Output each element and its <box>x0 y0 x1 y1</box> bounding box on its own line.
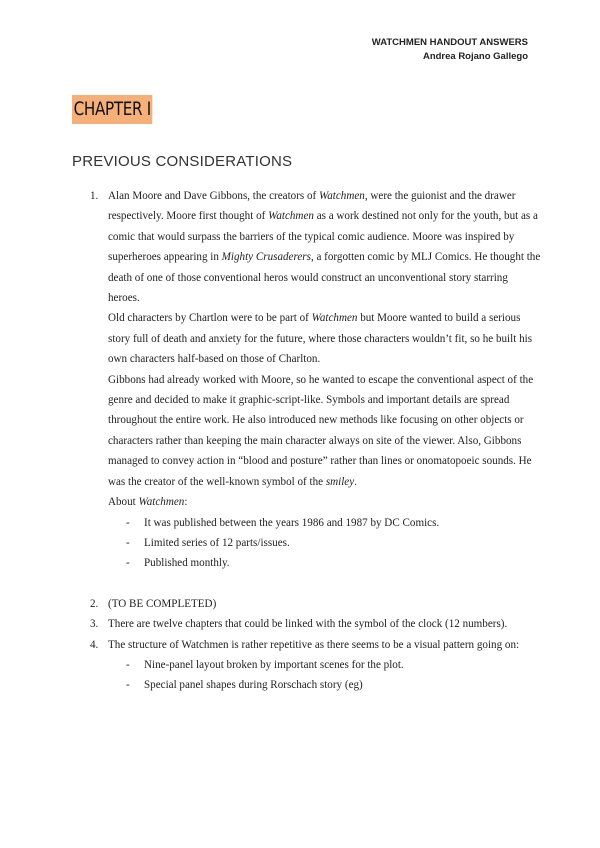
list-item-2 <box>72 594 542 614</box>
header-title: WATCHMEN HANDOUT ANSWERS <box>371 37 528 48</box>
header-author: Andrea Rojano Gallego <box>422 51 528 62</box>
sub-list-item: - It was published between the years 1986 and 1987 by DC Comics. <box>72 513 542 533</box>
list-item-1 <box>72 186 542 513</box>
document-header <box>372 36 528 64</box>
document-body <box>72 186 542 696</box>
list-item-3 <box>72 614 542 634</box>
paragraph: (TO BE COMPLETED) <box>108 597 217 610</box>
dash-marker: - <box>126 536 130 549</box>
dash-marker: - <box>126 658 130 671</box>
list-number: 2. <box>90 597 99 610</box>
sub-list-item: - Nine-panel layout broken by important scenes for the plot. <box>72 655 542 675</box>
dash-marker: - <box>126 516 130 529</box>
paragraph: Gibbons had already worked with Moore, so he wanted to escape the conventional aspect of the genre and decided to make it graphic-script-like. Symbols and important details are spread throughout the entire work. He also introduced new methods like focusing on other objects or characters rather than keeping the main character always on site of the viewer. Also, Gibbons managed to convey action in “blood and posture” rather than lines or onomatopoeic sounds. He was the creator of the well-known symbol of the smiley. <box>108 373 534 488</box>
dash-marker: - <box>126 557 130 570</box>
section-heading: PREVIOUS CONSIDERATIONS <box>72 153 293 170</box>
paragraph: About Watchmen: <box>108 496 188 509</box>
paragraph: There are twelve chapters that could be linked with the symbol of the clock (12 numbers). <box>108 618 508 631</box>
sub-list-item: - Special panel shapes during Rorschach story (eg) <box>72 675 542 695</box>
paragraph: Alan Moore and Dave Gibbons, the creators of Watchmen, were the guionist and the drawer respectively. Moore first thought of Watchmen as a work destined not only for the youth, but as a comic that would surpass the barriers of the typical comic audience. Moore was inspired by superheroes appearing in Mighty Crusaderers, a forgotten comic by MLJ Comics. He thought the death of one of those conventional heros would construct an unconventional story starring heroes. <box>108 190 541 305</box>
sub-list-item: - Limited series of 12 parts/issues. <box>72 533 542 553</box>
dash-marker: - <box>126 679 130 692</box>
list-number: 4. <box>90 638 99 651</box>
sub-list-item: - Published monthly. <box>72 553 542 573</box>
paragraph: Old characters by Chartlon were to be part of Watchmen but Moore wanted to build a serious story full of death and anxiety for the future, where those characters wouldn’t fit, so he built his own characters half-based on those of Charlton. <box>108 312 533 366</box>
list-item-4 <box>72 635 542 655</box>
paragraph: The structure of Watchmen is rather repetitive as there seems to be a visual pattern going on: <box>108 638 520 651</box>
chapter-heading: CHAPTER I <box>72 95 153 124</box>
list-number: 1. <box>90 190 99 202</box>
list-number: 3. <box>90 618 99 631</box>
